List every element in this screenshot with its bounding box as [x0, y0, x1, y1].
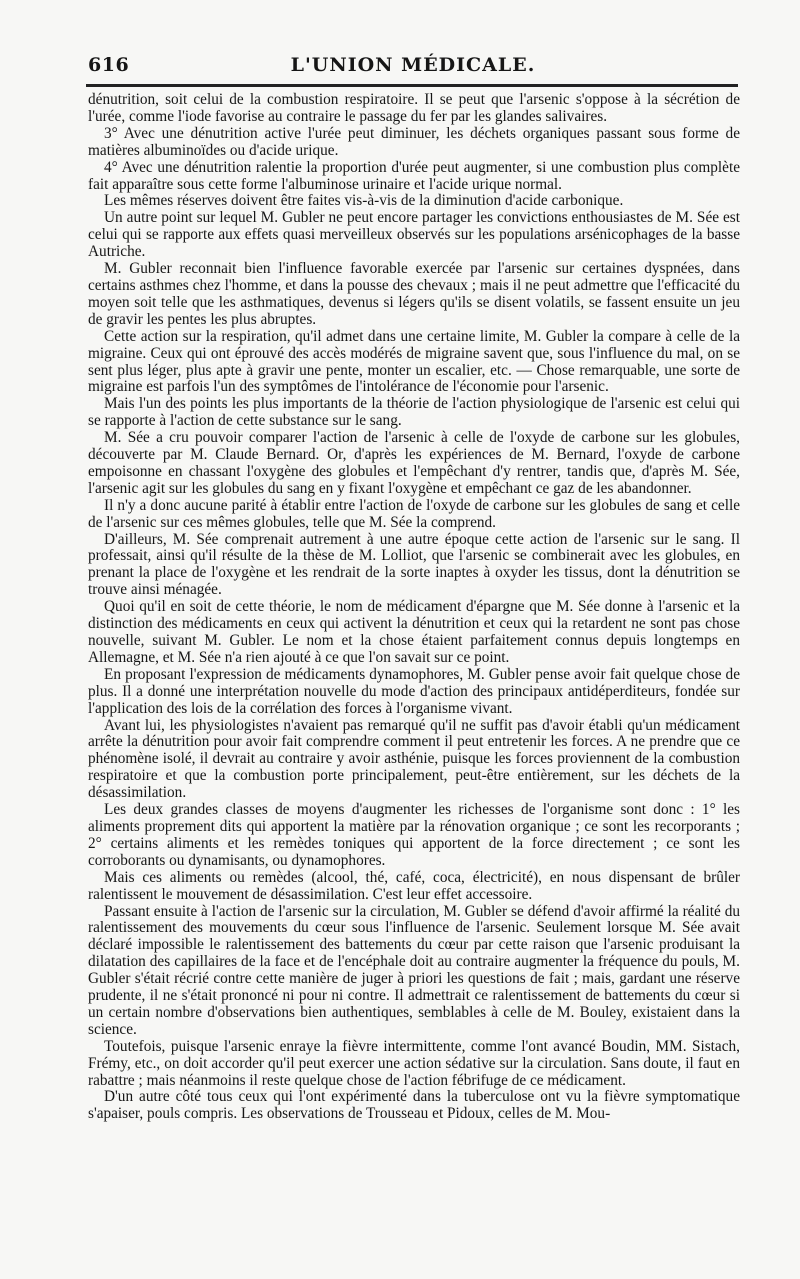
- paragraph: Passant ensuite à l'action de l'arsenic sur la circulation, M. Gubler se défend d'avoir affirmé la réalité du ralentissement des mouvements du cœur sous l'influence de l'arsenic. Seulement lorsque M. Sée avait déclaré impossible le ralentissement des battements du cœur par cette raison que l'arsenic produisant la dilatation des capillaires de la face et de l'encéphale doit au contraire augmenter la fréquence du pouls, M. Gubler s'était récrié contre cette manière de juger à priori les questions de fait ; mais, gardant une réserve prudente, il ne s'était prononcé ni pour ni contre. Il admettrait ce ralentissement de battements du cœur si un certain nombre d'observations bien authentiques, semblables à celle de M. Bouley, existaient dans la science.: [88, 902, 740, 1038]
- paragraph: Les deux grandes classes de moyens d'augmenter les richesses de l'organisme sont donc : 1° les aliments proprement dits qui apportent la matière par la rénovation organique ; ce sont les recorporants ; 2° certains aliments et les remèdes toniques qui apportent de la force directement ; ce sont les corroborants ou dynamisants, ou dynamophores.: [88, 801, 740, 869]
- paragraph: Un autre point sur lequel M. Gubler ne peut encore partager les convictions enthousiastes de M. Sée est celui qui se rapporte aux effets quasi merveilleux observés sur les populations arsénicophages de la basse Autriche.: [88, 209, 740, 261]
- paragraph: 3° Avec une dénutrition active l'urée peut diminuer, les déchets organiques passant sous forme de matières albuminoïdes ou d'acide urique.: [88, 124, 740, 159]
- paragraph: Toutefois, puisque l'arsenic enraye la fièvre intermittente, comme l'ont avancé Boudin, MM. Sistach, Frémy, etc., on doit accorder qu'il peut exercer une action sédative sur la circulation. Sans doute, il faut en rabattre ; mais néanmoins il reste quelque chose de l'action fébrifuge de ce médicament.: [88, 1037, 740, 1089]
- paragraph: D'ailleurs, M. Sée comprenait autrement à une autre époque cette action de l'arsenic sur le sang. Il professait, ainsi qu'il résulte de la thèse de M. Lolliot, que l'arsenic se combinerait avec les globules, en prenant la place de l'oxygène et les rendrait de la sorte inaptes à oxyder les tissus, dont la dénutrition se trouve ainsi ménagée.: [88, 530, 740, 599]
- paragraph: Mais l'un des points les plus importants de la théorie de l'action physiologique de l'arsenic est celui qui se rapporte à l'action de cette substance sur le sang.: [88, 395, 740, 430]
- header-rule: [86, 84, 738, 87]
- page-header: [88, 48, 738, 78]
- article-body: [88, 92, 740, 1123]
- paragraph: Les mêmes réserves doivent être faites vis-à-vis de la diminution d'acide carbonique.: [104, 192, 624, 210]
- paragraph: dénutrition, soit celui de la combustion respiratoire. Il se peut que l'arsenic s'oppose à la sécrétion de l'urée, comme l'iode favorise au contraire le passage du fer par les glandes salivaires.: [88, 91, 740, 125]
- paragraph: Quoi qu'il en soit de cette théorie, le nom de médicament d'épargne que M. Sée donne à l'arsenic et la distinction des médicaments en ceux qui activent la dénutrition et ceux qui la retardent ne sont pas chose nouvelle, suivant M. Gubler. Le nom et la chose étaient parfaitement connus depuis longtemps en Allemagne, et M. Sée n'a rien ajouté à ce que l'on savait sur ce point.: [88, 598, 740, 666]
- paragraph: M. Gubler reconnait bien l'influence favorable exercée par l'arsenic sur certaines dyspnées, dans certains asthmes chez l'homme, et dans la pousse des chevaux ; mais il ne peut admettre que l'efficacité du moyen soit telle que les asthmatiques, devenus si légers qu'ils se disent volatils, se fassent ensuite un jeu de gravir les pentes les plus abruptes.: [88, 260, 740, 328]
- paragraph: M. Sée a cru pouvoir comparer l'action de l'arsenic à celle de l'oxyde de carbone sur les globules, découverte par M. Claude Bernard. Or, d'après les expériences de M. Bernard, l'oxyde de carbone empoisonne en chassant l'oxygène des globules et l'empêchant d'y rentrer, tandis que, d'après M. Sée, l'arsenic agit sur les globules du sang en y fixant l'oxygène et empêchant ce gaz de les abandonner.: [88, 429, 740, 497]
- page-number: 616: [88, 54, 130, 76]
- paragraph: Il n'y a donc aucune parité à établir entre l'action de l'oxyde de carbone sur les globules de sang et celle de l'arsenic sur ces mêmes globules, telle que M. Sée la comprend.: [88, 496, 740, 531]
- paragraph: Mais ces aliments ou remèdes (alcool, thé, café, coca, électricité), en nous dispensant de brûler ralentissent le mouvement de désassimilation. C'est leur effet accessoire.: [88, 868, 740, 903]
- paragraph: Cette action sur la respiration, qu'il admet dans une certaine limite, M. Gubler la compare à celle de la migraine. Ceux qui ont éprouvé des accès modérés de migraine savent que, sous l'influence du mal, on se sent plus léger, plus apte à gravir une pente, monter un escalier, etc. — Chose remarquable, une sorte de migraine est parfois l'un des symptômes de l'intolérance de l'économie pour l'arsenic.: [88, 327, 740, 396]
- paragraph: En proposant l'expression de médicaments dynamophores, M. Gubler pense avoir fait quelque chose de plus. Il a donné une interprétation nouvelle du mode d'action des principaux antidéperditeurs, fondée sur l'application des lois de la corrélation des forces à l'organisme vivant.: [88, 665, 740, 717]
- paragraph: D'un autre côté tous ceux qui l'ont expérimenté dans la tuberculose ont vu la fièvre symptomatique s'apaiser, pouls compris. Les observations de Trousseau et Pidoux, celles de M. Mou-: [88, 1088, 740, 1123]
- journal-title: L'UNION MÉDICALE.: [290, 54, 536, 76]
- paragraph: 4° Avec une dénutrition ralentie la proportion d'urée peut augmenter, si une combustion plus complète fait apparaître sous cette forme l'albuminose urinaire et l'acide urique normal.: [88, 158, 740, 193]
- paragraph: Avant lui, les physiologistes n'avaient pas remarqué qu'il ne suffit pas d'avoir établi qu'un médicament arrête la dénutrition pour avoir fait comprendre comment il peut entretenir les forces. A ne prendre que ce phénomène isolé, il devrait au contraire y avoir asthénie, puisque les forces proviennent de la combustion respiratoire et que la combustion porte principalement, peut-être entièrement, sur les déchets de la désassimilation.: [88, 716, 740, 802]
